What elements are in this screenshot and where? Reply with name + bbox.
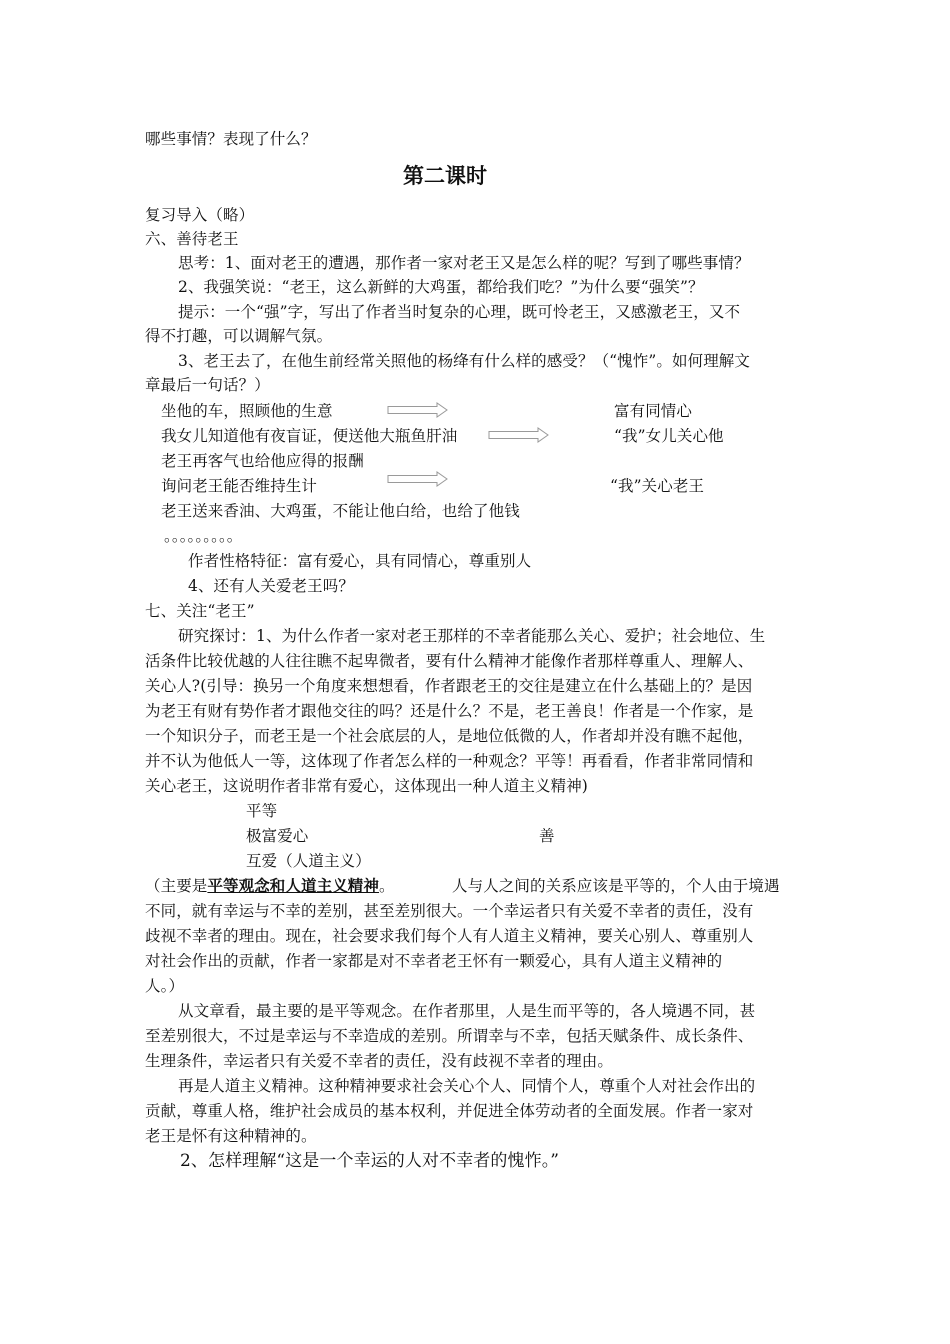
paragraph-line: 老王是怀有这种精神的。 [145, 1127, 317, 1145]
concept-item: 平等 [246, 802, 278, 820]
concept-item: 互爱（人道主义） [246, 852, 371, 870]
main-point-line [145, 876, 395, 896]
diagram-right-item: “我”关心老王 [610, 477, 705, 495]
right-arrow-icon [387, 402, 449, 418]
paragraph-line: 贡献，尊重人格，维护社会成员的基本权利，并促进全体劳动者的全面发展。作者一家对 [145, 1102, 754, 1120]
continuation-line: 哪些事情？表现了什么？ [145, 130, 317, 148]
section-6-heading: 六、善待老王 [145, 230, 239, 248]
paragraph-line: 至差别很大，不过是幸运与不幸造成的差别。所谓幸与不幸，包括天赋条件、成长条件、 [145, 1027, 754, 1045]
review-intro: 复习导入（略） [145, 206, 255, 224]
main-point-rest: 人与人之间的关系应该是平等的，个人由于境遇 [452, 877, 780, 895]
question-3: 章最后一句话？） [145, 376, 270, 394]
question-3: 3、老王去了，在他生前经常关照他的杨绛有什么样的感受？（“愧怍”。如何理解文 [178, 352, 751, 370]
concept-item: 极富爱心 [246, 827, 309, 845]
hint-line: 提示：一个“强”字，写出了作者当时复杂的心理，既可怜老王，又感激老王，又不 [178, 303, 741, 321]
main-point-line: 对社会作出的贡献，作者一家都是对不幸者老王怀有一颗爱心，具有人道主义精神的 [145, 952, 723, 970]
diagram-left-item: 老王再客气也给他应得的报酬 [161, 452, 364, 470]
section-7-heading: 七、关注“老王” [145, 602, 255, 620]
explore-line: 研究探讨：1、为什么作者一家对老王那样的不幸者能那么关心、爱护；社会地位、生 [178, 627, 766, 645]
diagram-right-item: “我”女儿关心他 [614, 427, 724, 445]
diagram-right-item: 富有同情心 [614, 402, 693, 420]
main-point-suffix: 。 [379, 877, 395, 895]
concept-result: 善 [539, 827, 555, 845]
main-point-line: 不同，就有幸运与不幸的差别，甚至差别很大。一个幸运者只有关爱不幸者的责任，没有 [145, 902, 754, 920]
explore-line: 并不认为他低人一等，这体现了作者怎么样的一种观念？平等！再看看，作者非常同情和 [145, 752, 754, 770]
explore-line: 关心老王，这说明作者非常有爱心，这体现出一种人道主义精神) [145, 777, 588, 795]
main-point-line: 人。） [145, 977, 185, 995]
diagram-left-item: 坐他的车，照顾他的生意 [161, 402, 333, 420]
question-4: 4、还有人关爱老王吗？ [188, 577, 354, 595]
right-arrow-icon [488, 427, 550, 443]
question-2-section-7: 2、怎样理解“这是一个幸运的人对不幸者的愧怍。” [180, 1151, 560, 1171]
paragraph-line: 再是人道主义精神。这种精神要求社会关心个人、同情个人，尊重个人对社会作出的 [178, 1077, 756, 1095]
right-arrow-icon [387, 471, 449, 487]
explore-line: 关心人?(引导：换另一个角度来想想看，作者跟老王的交往是建立在什么基础上的？是因 [145, 677, 753, 695]
hint-line: 得不打趣，可以调解气氛。 [145, 327, 333, 345]
main-point-emphasis: 平等观念和人道主义精神 [207, 876, 380, 895]
diagram-dots: 。。。。。。。。。 [164, 527, 243, 545]
paragraph-line: 从文章看，最主要的是平等观念。在作者那里，人是生而平等的，各人境遇不同，甚 [178, 1002, 756, 1020]
question-1: 思考：1、面对老王的遭遇，那作者一家对老王又是怎么样的呢？写到了哪些事情？ [178, 254, 750, 272]
lesson-title: 第二课时 [403, 164, 487, 188]
question-2: 2、我强笑说：“老王，这么新鲜的大鸡蛋，都给我们吃？”为什么要“强笑”？ [178, 278, 704, 296]
diagram-left-item: 老王送来香油、大鸡蛋，不能让他白给，也给了他钱 [161, 502, 520, 520]
diagram-left-item: 我女儿知道他有夜盲证，便送他大瓶鱼肝油 [161, 427, 458, 445]
author-traits: 作者性格特征：富有爱心，具有同情心，尊重别人 [188, 552, 532, 570]
explore-line: 活条件比较优越的人往往瞧不起卑微者，要有什么精神才能像作者那样尊重人、理解人、 [145, 652, 754, 670]
explore-line: 为老王有财有势作者才跟他交往的吗？还是什么？不是，老王善良！作者是一个作家，是 [145, 702, 754, 720]
main-point-line: 歧视不幸者的理由。现在，社会要求我们每个人有人道主义精神，要关心别人、尊重别人 [145, 927, 754, 945]
diagram-left-item: 询问老王能否维持生计 [161, 477, 318, 495]
paragraph-line: 生理条件，幸运者只有关爱不幸者的责任，没有歧视不幸者的理由。 [145, 1052, 614, 1070]
explore-line: 一个知识分子，而老王是一个社会底层的人，是地位低微的人，作者却并没有瞧不起他， [145, 727, 754, 745]
main-point-prefix: （主要是 [145, 877, 208, 895]
